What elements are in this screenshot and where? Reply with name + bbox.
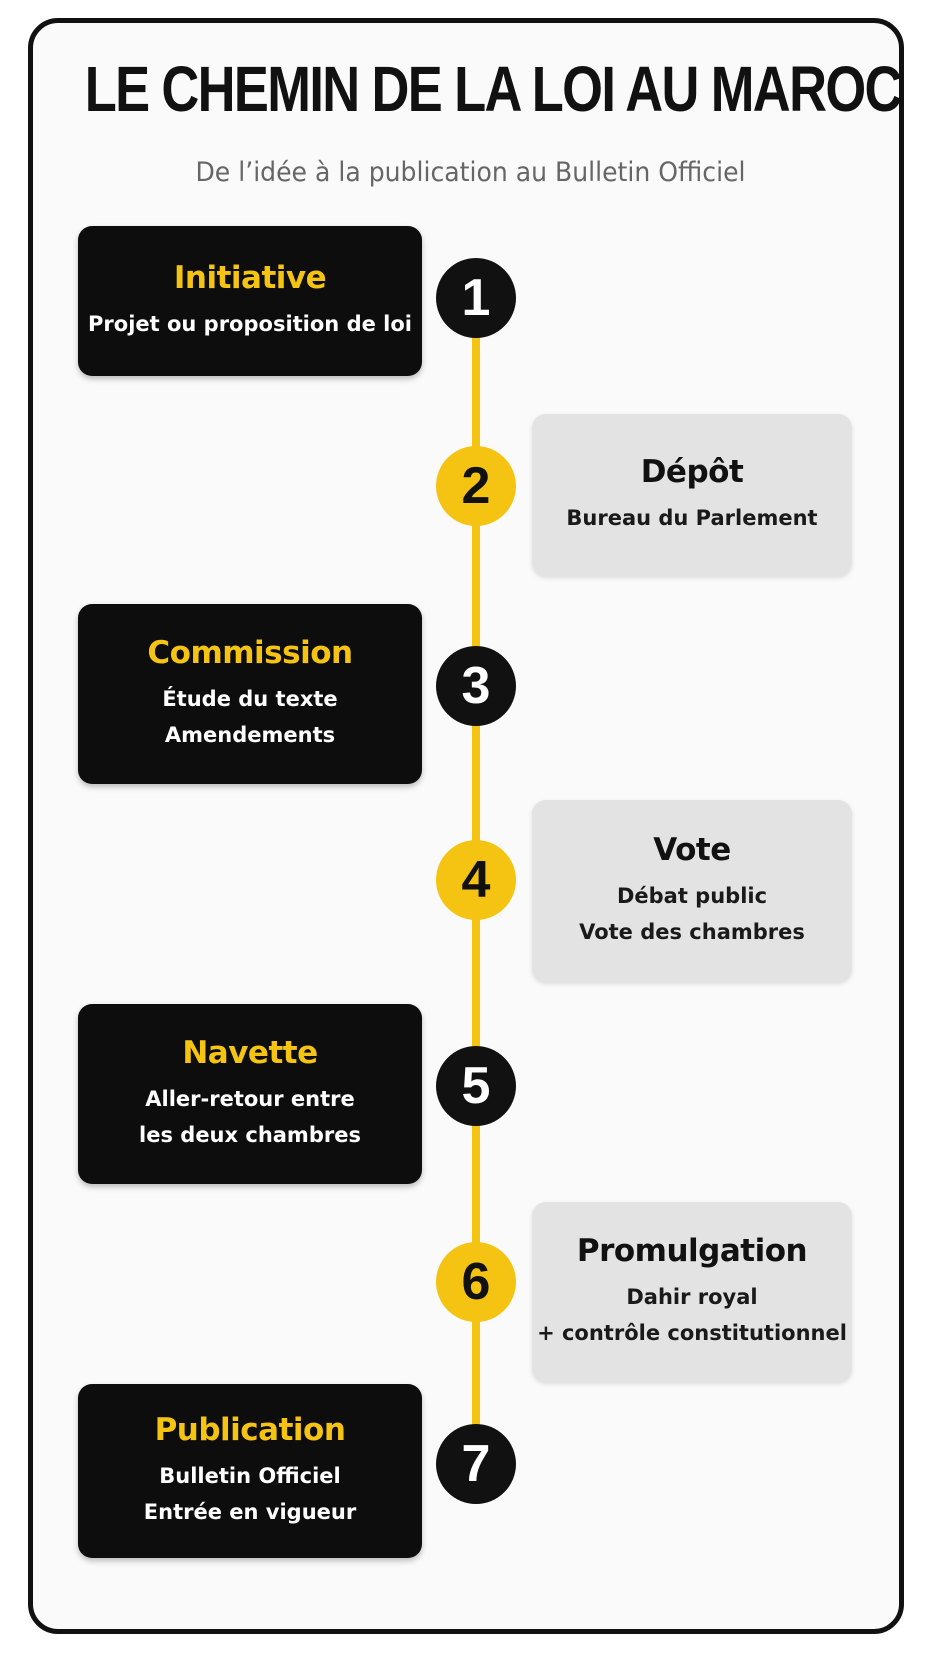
page-title: LE CHEMIN DE LA LOI AU MAROC: [84, 53, 901, 125]
step-card-navette: [78, 1004, 422, 1184]
step-card-publication: [78, 1384, 422, 1558]
step-number-badge: 4: [436, 840, 516, 920]
step-description: Projet ou proposition de loi: [88, 312, 412, 336]
step-card-vote: [532, 800, 852, 982]
step-title: Publication: [154, 1412, 346, 1448]
step-card-commission: [78, 604, 422, 784]
step-title: Dépôt: [640, 454, 744, 490]
step-title: Navette: [182, 1035, 318, 1071]
step-number-badge: 7: [436, 1424, 516, 1504]
step-number-badge: 1: [436, 258, 516, 338]
step-description: les deux chambres: [139, 1123, 361, 1147]
step-card-promulgation: [532, 1202, 852, 1382]
step-number-badge: 5: [436, 1046, 516, 1126]
step-description: Aller-retour entre: [145, 1087, 355, 1111]
step-card-initiative: [78, 226, 422, 376]
step-title: Initiative: [173, 260, 327, 296]
step-number-badge: 6: [436, 1242, 516, 1322]
step-description: Amendements: [164, 723, 336, 747]
step-description: + contrôle constitutionnel: [537, 1321, 847, 1345]
step-card-depot: [532, 414, 852, 576]
step-description: Dahir royal: [626, 1285, 758, 1309]
step-description: Bulletin Officiel: [159, 1464, 341, 1488]
step-description: Débat public: [616, 884, 768, 908]
step-number-badge: 3: [436, 646, 516, 726]
step-title: Promulgation: [576, 1233, 808, 1269]
step-title: Commission: [147, 635, 353, 671]
step-number-badge: 2: [436, 446, 516, 526]
step-description: Vote des chambres: [579, 920, 805, 944]
page-subtitle: De l’idée à la publication au Bulletin Officiel: [195, 157, 746, 188]
step-title: Vote: [653, 832, 731, 868]
step-description: Étude du texte: [162, 687, 338, 711]
step-description: Bureau du Parlement: [566, 506, 818, 530]
step-description: Entrée en vigueur: [143, 1500, 357, 1524]
